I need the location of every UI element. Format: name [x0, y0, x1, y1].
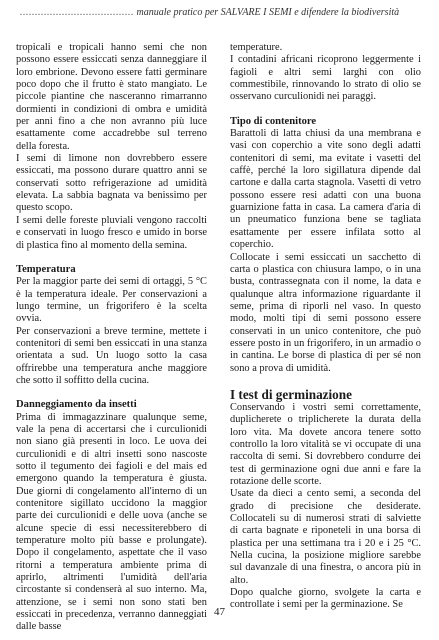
- section-heading-temperatura: Temperatura: [16, 263, 76, 275]
- paragraph: Prima di immagazzinare qualunque seme, vale la pena di accertarsi che i curculionidi non siano già presenti in loco. Le uova dei curculionidi e di altri insetti sono nascoste sotto il tegumento dei fagioli e del mais ed emergono quando la temperatura è giusta. Due giorni di congelamento all'interno di un contenitore sigillato uccidono la maggior parte dei curculionidi e delle uova (anche se alcune specie di essi necessiterebbero di temperature molto più basse e prolungate). Dopo il congelamento, aspettate che il vaso ritorni a temperatura ambiente prima di aprirlo, altrimenti l'umidità dell'aria circostante si condenserà al suo interno. Ma, attenzione, se i semi non sono stati ben essiccati in precedenza, verranno danneggiati dalle basse: [16, 411, 207, 633]
- paragraph: Collocate i semi essiccati un sacchetto di carta o plastica con chiusura lampo, o in una busta, contrassegnata con il nome, la data e qualunque altra informazione riguardante il seme, prima di riporli nel vaso. In questo modo, molti tipi di semi possono essere conservati in un unico contenitore, che può essere posto in un frigorifero, in un armadio o in cantina. Le borse di plastica di per sé non sono a prova di umidità.: [230, 251, 421, 374]
- paragraph: temperature.: [230, 42, 283, 53]
- paragraph: Per conservazioni a breve termine, mettete i contenitori di semi ben essiccati in una stanza orientata a sud. Un luogo sotto la casa offrirebbe una temperatura anche maggiore che sotto il soffitto della cucina.: [16, 325, 207, 386]
- running-header: [20, 7, 430, 18]
- paragraph: Per la maggior parte dei semi di ortaggi, 5 °C è la temperatura ideale. Per conservazioni a lungo termine, un frigorifero è la scelta ovvia.: [16, 276, 207, 325]
- left-column: [16, 42, 207, 634]
- paragraph: tropicali e tropicali hanno semi che non possono essere essiccati senza danneggiare il loro embrione. Devono essere fatti germinare poco dopo che il frutto è stato mangiato. Le piccole piantine che nasceranno rimarranno dormienti in condizioni di ombra e umidità per anni fino a che non avranno più luce esattamente come accadrebbe sul terreno della foresta.: [16, 42, 207, 152]
- paragraph: Barattoli di latta chiusi da una membrana e vasi con coperchio a vite sono degli adatti contenitori di semi, ma evitate i vasetti del caffè, perché la loro sigillatura dipende dal cartone e dalla carta stagnola. Vasetti di vetro possono essere resi adatti con una buona guarnizione fatta in casa. La camera d'aria di un pneumatico funziona bene se tagliata esattamente per essere infilata sotto al coperchio.: [230, 128, 421, 251]
- paragraph: Usate da dieci a cento semi, a seconda del grado di precisione che desiderate. Collocateli su di numerosi strati di salviette di carta bagnate e riponeteli in una borsa di plastica per una settimana tra i 20 e i 25 °C. Nella cucina, la posizione migliore sarebbe sul davanzale di una finestra, o ancora più in alto.: [230, 488, 421, 586]
- right-column: [230, 42, 421, 612]
- page-number: 47: [214, 606, 225, 618]
- paragraph: Dopo qualche giorno, svolgete la carta e controllate i semi per la germinazione. Se: [230, 587, 421, 611]
- paragraph: Conservando i vostri semi correttamente, duplicherete o triplicherete la durata della loro vita. Ma dovete ancora tenere sotto controllo la loro vitalità se vi occupate di una raccolta di semi. Si dovrebbero condurre dei test di germinazione ogni due anni e fare la rotazione delle scorte.: [230, 401, 421, 487]
- section-heading-contenitore: Tipo di contenitore: [230, 115, 317, 127]
- section-heading-insetti: Danneggiamento da insetti: [16, 399, 137, 411]
- header-title: manuale pratico per SALVARE I SEMI e difendere la biodiversità: [136, 7, 400, 18]
- section-heading-germinazione: I test di germinazione: [230, 386, 352, 402]
- paragraph: I contadini africani ricoprono leggermente i fagioli e altri semi larghi con olio commestibile, rinnovando lo strato di olio se osservano curculionidi nei paraggi.: [230, 54, 421, 103]
- paragraph: I semi di limone non dovrebbero essere essiccati, ma possono durare quattro anni se conservati sotto refrigerazione ad umidità elevata. La sabbia bagnata va benissimo per questo scopo.: [16, 153, 207, 214]
- header-dots: ......................................: [20, 7, 134, 18]
- paragraph: I semi delle foreste pluviali vengono raccolti e conservati in luogo fresco e umido in borse di plastica fino al momento della semina.: [16, 214, 207, 251]
